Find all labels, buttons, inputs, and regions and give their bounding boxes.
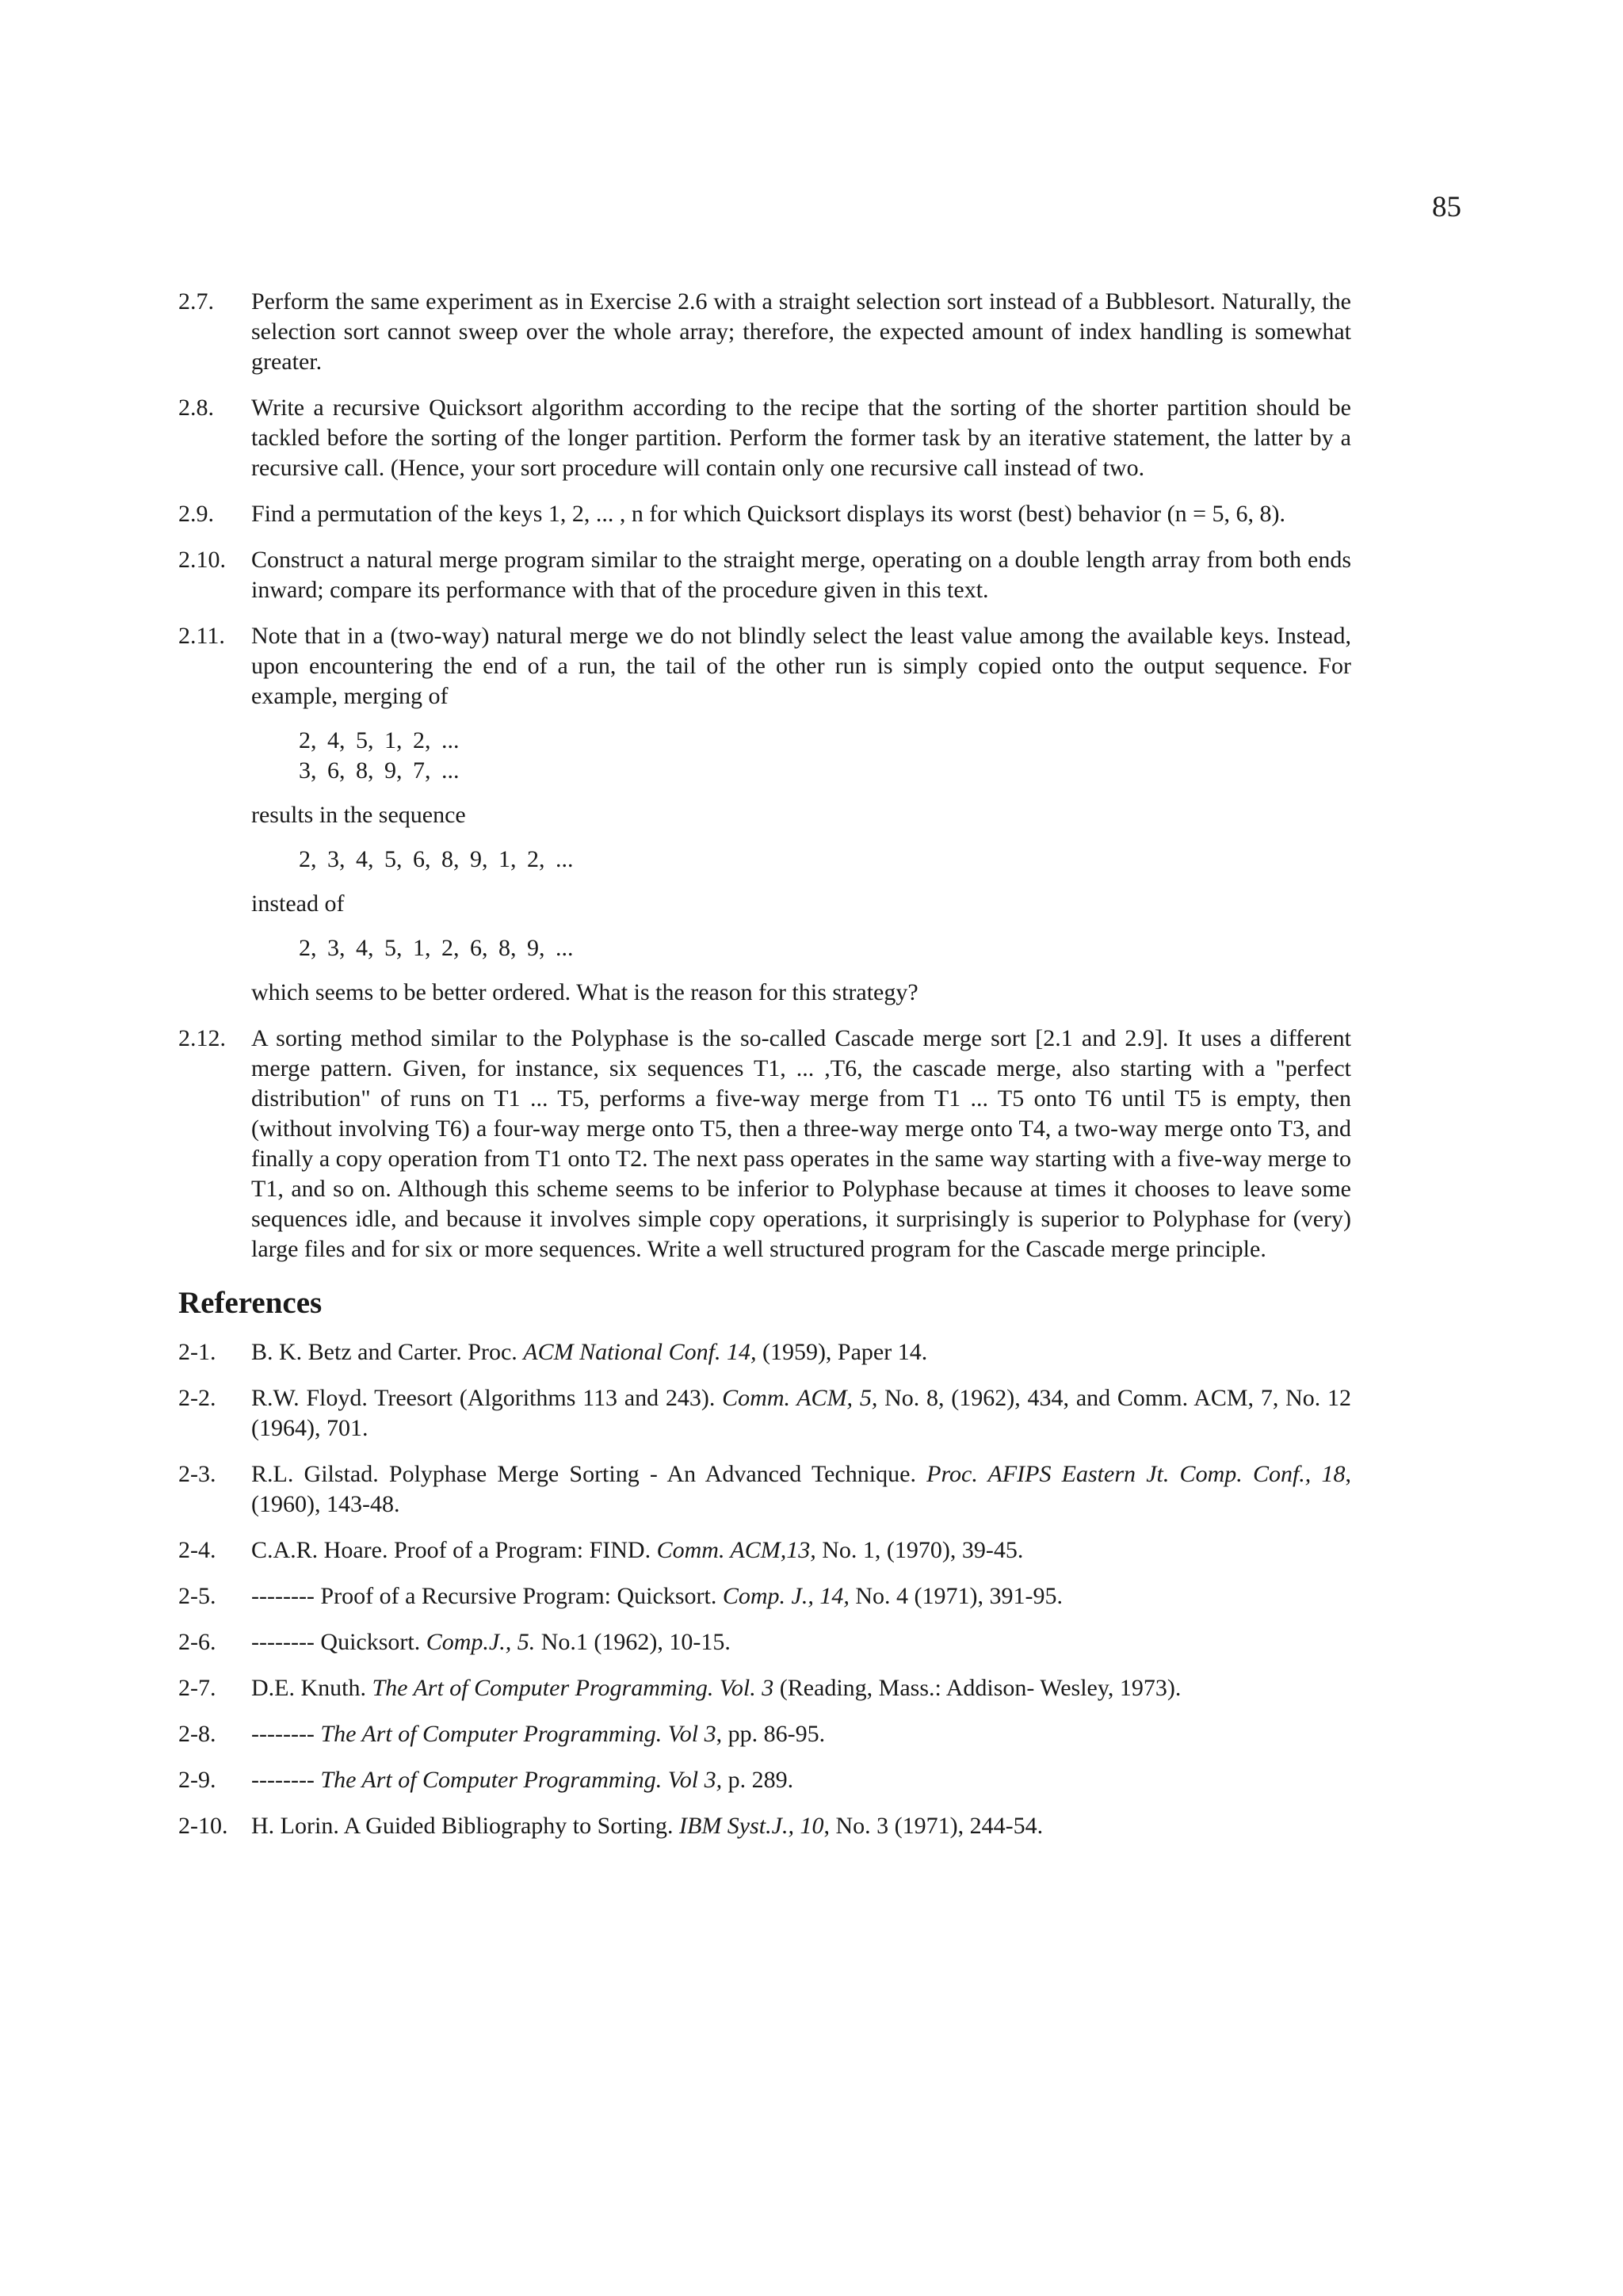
reference-number: 2-5.	[178, 1583, 216, 1609]
reference-text: R.W. Floyd. Treesort (Algorithms 113 and 243). Comm. ACM, 5, No. 8, (1962), 434, and Comm. ACM, 7, No. 12 (1964), 701.	[251, 1385, 1352, 1441]
reference-number: 2-9.	[178, 1767, 216, 1793]
reference-item	[178, 1765, 1351, 1795]
reference-number: 2-6.	[178, 1629, 216, 1655]
reference-item	[178, 1811, 1351, 1841]
reference-number: 2-7.	[178, 1675, 216, 1701]
exercise-number: 2.9.	[178, 501, 214, 527]
results-label: results in the sequence	[251, 802, 466, 828]
reference-text: C.A.R. Hoare. Proof of a Program: FIND. Comm. ACM,13, No. 1, (1970), 39-45.	[251, 1537, 1024, 1563]
exercise-text: Construct a natural merge program similar to the straight merge, operating on a double length array from both ends inward; compare its performance with that of the procedure given in this text.	[251, 547, 1351, 603]
sequence-2: 3, 6, 8, 9, 7, ...	[299, 757, 460, 784]
sequence-result: 2, 3, 4, 5, 6, 8, 9, 1, 2, ...	[299, 846, 574, 872]
exercise-body	[251, 621, 1351, 1008]
exercise-text: Find a permutation of the keys 1, 2, ... , n for which Quicksort displays its worst (best) behavior (n = 5, 6, 8).	[251, 501, 1286, 527]
exercise-number: 2.8.	[178, 395, 214, 421]
reference-item	[178, 1719, 1351, 1749]
reference-text: H. Lorin. A Guided Bibliography to Sorting. IBM Syst.J., 10, No. 3 (1971), 244-54.	[251, 1813, 1044, 1839]
exercise-number: 2.7.	[178, 288, 214, 315]
exercise-2-11	[178, 621, 1351, 1008]
exercise-number: 2.11.	[178, 623, 225, 649]
exercise-number: 2.10.	[178, 547, 226, 573]
exercise-number: 2.12.	[178, 1025, 226, 1051]
reference-item	[178, 1535, 1351, 1566]
reference-text: -------- The Art of Computer Programming. Vol 3, p. 289.	[251, 1767, 794, 1793]
reference-item	[178, 1383, 1351, 1444]
page-number: 85	[1432, 191, 1461, 223]
references-list	[178, 1337, 1351, 1841]
reference-text: R.L. Gilstad. Polyphase Merge Sorting - An Advanced Technique. Proc. AFIPS Eastern Jt. Comp. Conf., 18, (1960), 143-48.	[251, 1461, 1351, 1517]
reference-item	[178, 1627, 1351, 1657]
exercise-text: Write a recursive Quicksort algorithm according to the recipe that the sorting of the shorter partition should be tackled before the sorting of the longer partition. Perform the former task by an iterative statement, the latter by a recursive call. (Hence, your sort procedure will contain only one recursive call instead of two.	[251, 395, 1351, 481]
reference-number: 2-10.	[178, 1813, 228, 1839]
exercise-2-7	[178, 287, 1351, 377]
reference-number: 2-8.	[178, 1721, 216, 1747]
references-heading: References	[178, 1286, 323, 1320]
exercise-2-10	[178, 545, 1351, 605]
reference-item	[178, 1459, 1351, 1520]
instead-label: instead of	[251, 891, 345, 917]
reference-item	[178, 1581, 1351, 1611]
sequence-alternative: 2, 3, 4, 5, 1, 2, 6, 8, 9, ...	[299, 935, 574, 961]
reference-number: 2-1.	[178, 1339, 216, 1365]
reference-text: -------- Proof of a Recursive Program: Quicksort. Comp. J., 14, No. 4 (1971), 391-95.	[251, 1583, 1063, 1609]
reference-text: B. K. Betz and Carter. Proc. ACM National Conf. 14, (1959), Paper 14.	[251, 1339, 928, 1365]
exercise-2-12	[178, 1024, 1351, 1264]
reference-number: 2-2.	[178, 1385, 216, 1411]
exercise-closing: which seems to be better ordered. What is the reason for this strategy?	[251, 979, 918, 1005]
reference-number: 2-3.	[178, 1461, 216, 1487]
page-content	[178, 287, 1351, 1857]
reference-text: -------- The Art of Computer Programming. Vol 3, pp. 86-95.	[251, 1721, 826, 1747]
reference-text: -------- Quicksort. Comp.J., 5. No.1 (1962), 10-15.	[251, 1629, 731, 1655]
reference-number: 2-4.	[178, 1537, 216, 1563]
sequence-1: 2, 4, 5, 1, 2, ...	[299, 727, 460, 753]
reference-text: D.E. Knuth. The Art of Computer Programming. Vol. 3 (Reading, Mass.: Addison- Wesley, 1973).	[251, 1675, 1182, 1701]
reference-item	[178, 1337, 1351, 1367]
exercise-text: A sorting method similar to the Polyphase is the so-called Cascade merge sort [2.1 and 2.9]. It uses a different merge pattern. Given, for instance, six sequences T1, ... ,T6, the cascade merge, also starting with a "perfect distribution" of runs on T1 ... T5, performs a five-way merge from T1 ... T5 onto T6 until T5 is empty, then (without involving T6) a four-way merge onto T5, then a three-way merge onto T4, a two-way merge onto T3, and finally a copy operation from T1 onto T2. The next pass operates in the same way starting with a five-way merge to T1, and so on. Although this scheme seems to be inferior to Polyphase because at times it chooses to leave some sequences idle, and because it involves simple copy operations, it surprisingly is superior to Polyphase for (very) large files and for six or more sequences. Write a well structured program for the Cascade merge principle.	[251, 1025, 1351, 1262]
exercise-intro: Note that in a (two-way) natural merge we do not blindly select the least value among the available keys. Instead, upon encountering the end of a run, the tail of the other run is simply copied onto the output sequence. For example, merging of	[251, 623, 1351, 709]
exercise-text: Perform the same experiment as in Exercise 2.6 with a straight selection sort instead of a Bubblesort. Naturally, the selection sort cannot sweep over the whole array; therefore, the expected amount of index handling is somewhat greater.	[251, 288, 1351, 375]
exercise-2-9	[178, 499, 1351, 529]
reference-item	[178, 1673, 1351, 1703]
exercise-2-8	[178, 393, 1351, 483]
